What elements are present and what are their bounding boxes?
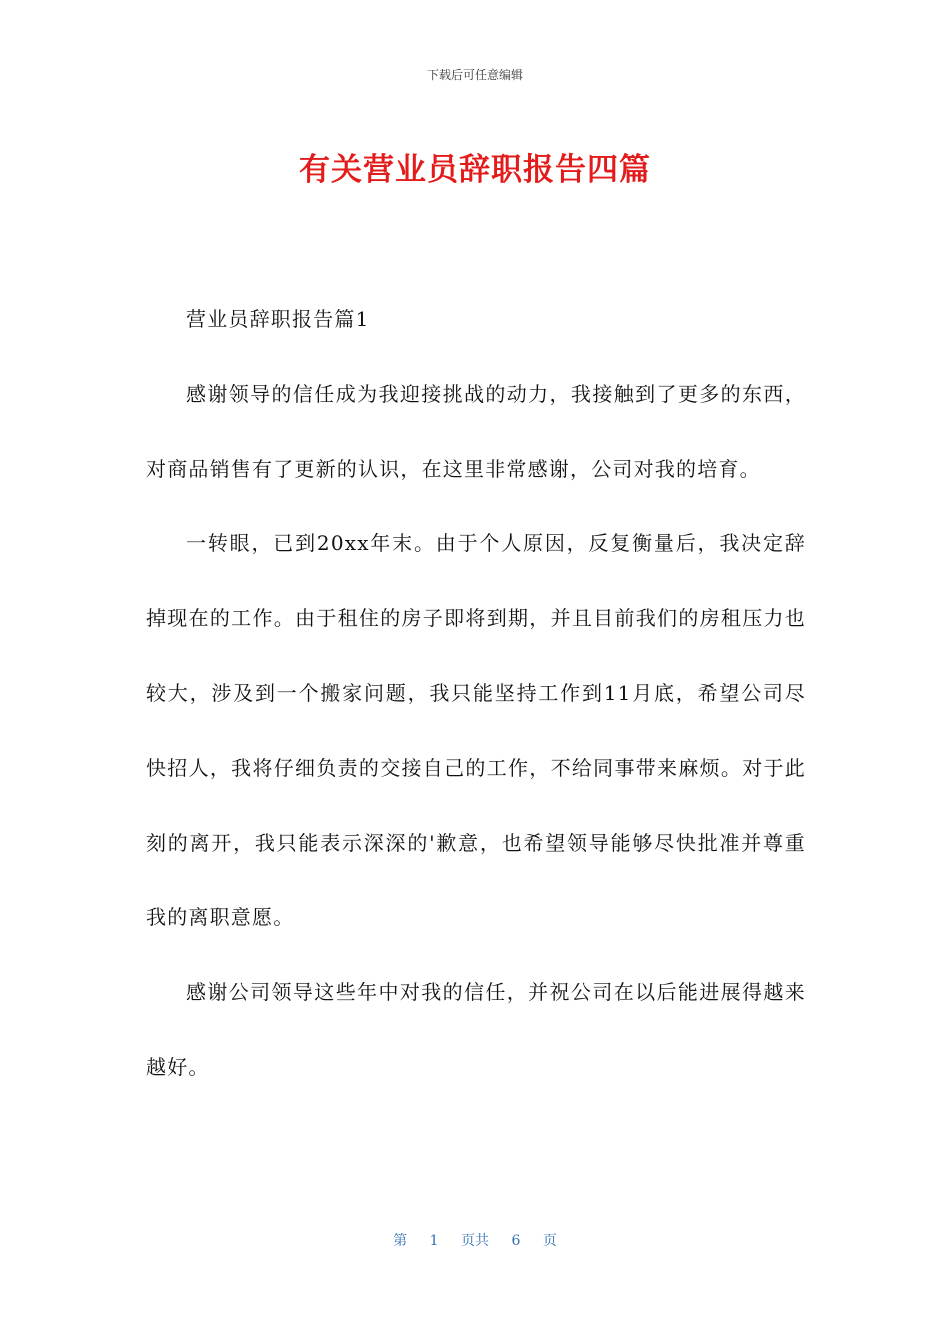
page-footer [0,1230,950,1250]
footer-page-total: 6 [511,1233,521,1249]
document-body [146,282,806,1105]
section-heading: 营业员辞职报告篇1 [186,307,370,331]
footer-page-middle: 页共 [461,1233,489,1249]
footer-page-suffix: 页 [542,1233,557,1249]
document-title: 有关营业员辞职报告四篇 [299,152,651,188]
footer-page-prefix: 第 [393,1233,408,1249]
paragraph: 感谢公司领导这些年中对我的信任，并祝公司在以后能进展得越来越好。 [146,980,806,1079]
paragraph: 感谢领导的信任成为我迎接挑战的动力，我接触到了更多的东西，对商品销售有了更新的认识，在这里非常感谢，公司对我的培育。 [146,381,806,481]
header-note: 下载后可任意编辑 [426,68,523,82]
paragraph: 一转眼，已到20xx年末。由于个人原因，反复衡量后，我决定辞掉现在的工作。由于租住的房子即将到期，并且目前我们的房租压力也较大，涉及到一个搬家问题，我只能坚持工作到11月底，希望公司尽快招人，我将仔细负责的交接自己的工作，不给同事带来麻烦。对于此刻的离开，我只能表示深深的'歉意，也希望领导能够尽快批准并尊重我的离职意愿。 [146,531,806,930]
footer-page-number: 1 [429,1233,439,1249]
